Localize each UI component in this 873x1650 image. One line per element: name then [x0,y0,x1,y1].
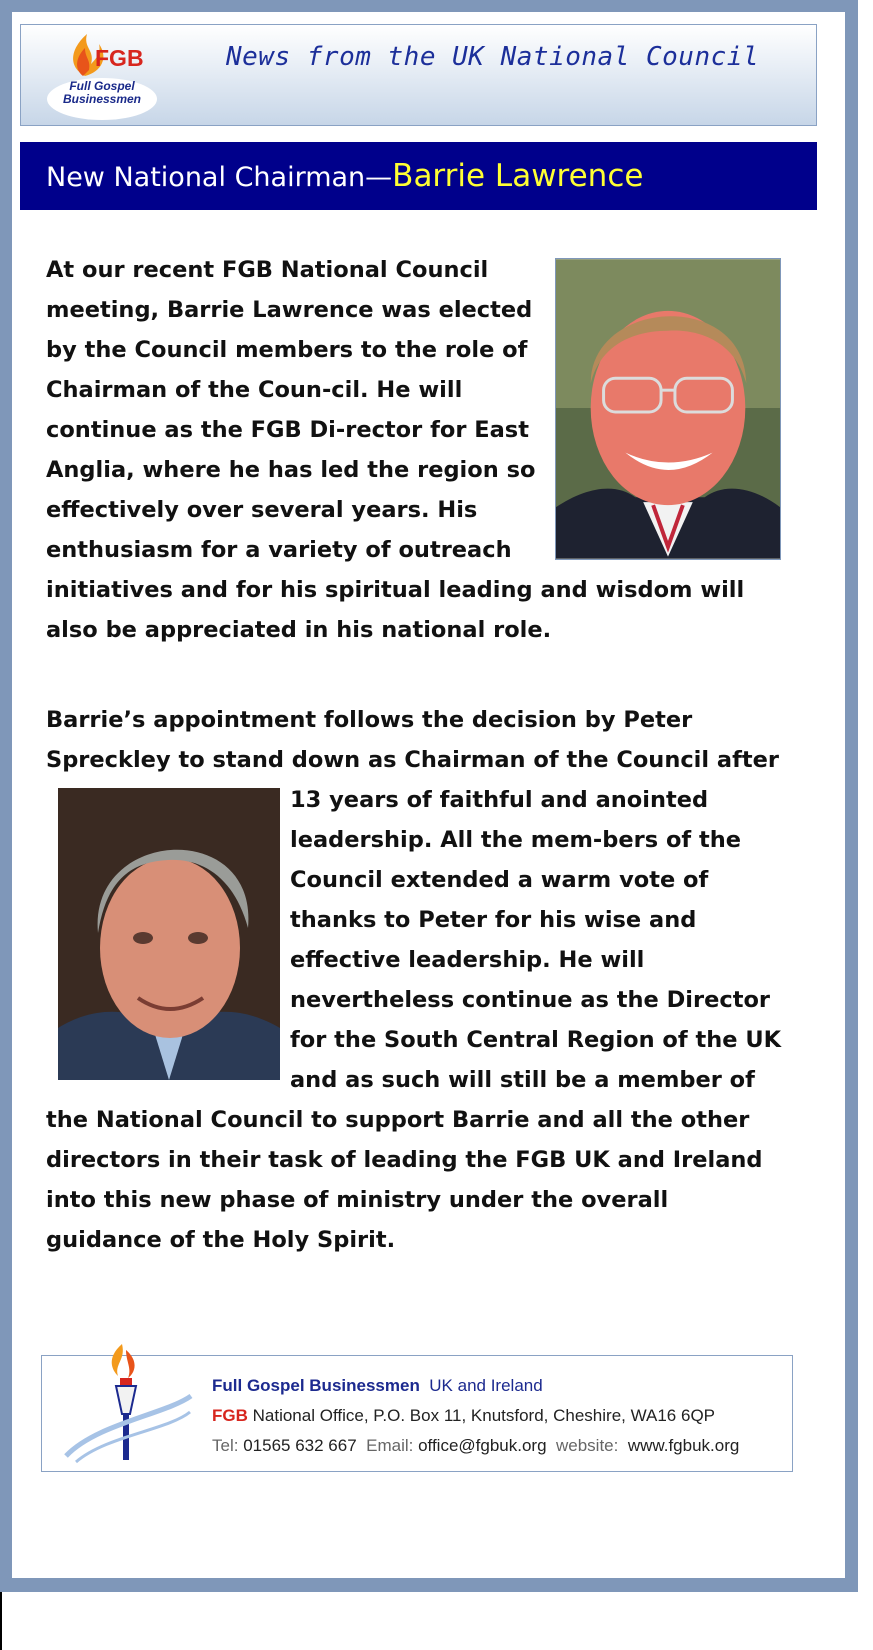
footer-website-link[interactable]: www.fgbuk.org [627,1436,740,1455]
newsletter-header [20,24,817,126]
header-title: News from the UK National Council [226,42,760,72]
footer-address: National Office, P.O. Box 11, Knutsford, Cheshire, WA16 6QP [252,1406,716,1425]
paragraph-2-text: Barrie’s appointment follows the decision by Peter Spreckley to stand down as Chairman of the Council after 13 years of faithful and anointed leadership. All the mem-bers of the Council extended a warm vote of thanks to Peter for his wise and effective leadership. He will nevertheless continue as the Director for the South Central Region of the UK and as such will still be a member of the National Council to support Barrie and all the other directors in their task of leading the FGB UK and Ireland into this new phase of ministry under the overall guidance of the Holy Spirit. [46,707,782,1253]
logo-fgb-text: FGB [95,45,144,71]
footer-tel-label: Tel: [212,1436,239,1455]
footer-email-link[interactable]: office@fgbuk.org [418,1436,547,1455]
peter-spreckley-photo [58,788,280,1080]
logo-line-2: Businessmen [62,92,142,106]
footer-contact-line [212,1436,739,1456]
article-paragraph-2 [46,700,786,1260]
footer-org-region: UK and Ireland [429,1376,543,1395]
footer-website-label: website: [556,1436,619,1455]
footer-org-line [212,1376,543,1396]
article-paragraph-1 [46,250,781,650]
logo-line-1: Full Gospel [69,79,135,93]
logo-subtitle [47,80,157,106]
footer-tel: 01565 632 667 [243,1436,357,1455]
headline-name: Barrie Lawrence [392,158,644,194]
headline-banner [20,142,817,210]
headline-prefix: New National Chairman— [46,162,393,193]
barrie-lawrence-photo [555,258,781,560]
paragraph-1-text: At our recent FGB National Council meeting, Barrie Lawrence was elected by the Council members to the role of Chairman of the Coun-cil. He will continue as the FGB Di-rector for East Anglia, where he has led the region so effectively over several years. His enthusiasm for a variety of outreach initiatives and for his spiritual leading and wisdom will also be appreciated in his national role. [46,257,745,643]
footer-fgb-prefix: FGB [212,1406,248,1425]
footer-org-name: Full Gospel Businessmen [212,1376,420,1395]
fgb-logo [47,30,157,120]
footer-address-line [212,1406,715,1426]
headline [46,158,643,194]
divider [0,1592,2,1650]
torch-icon [56,1344,196,1470]
footer-email-label: Email: [366,1436,414,1455]
contact-footer [41,1355,793,1472]
